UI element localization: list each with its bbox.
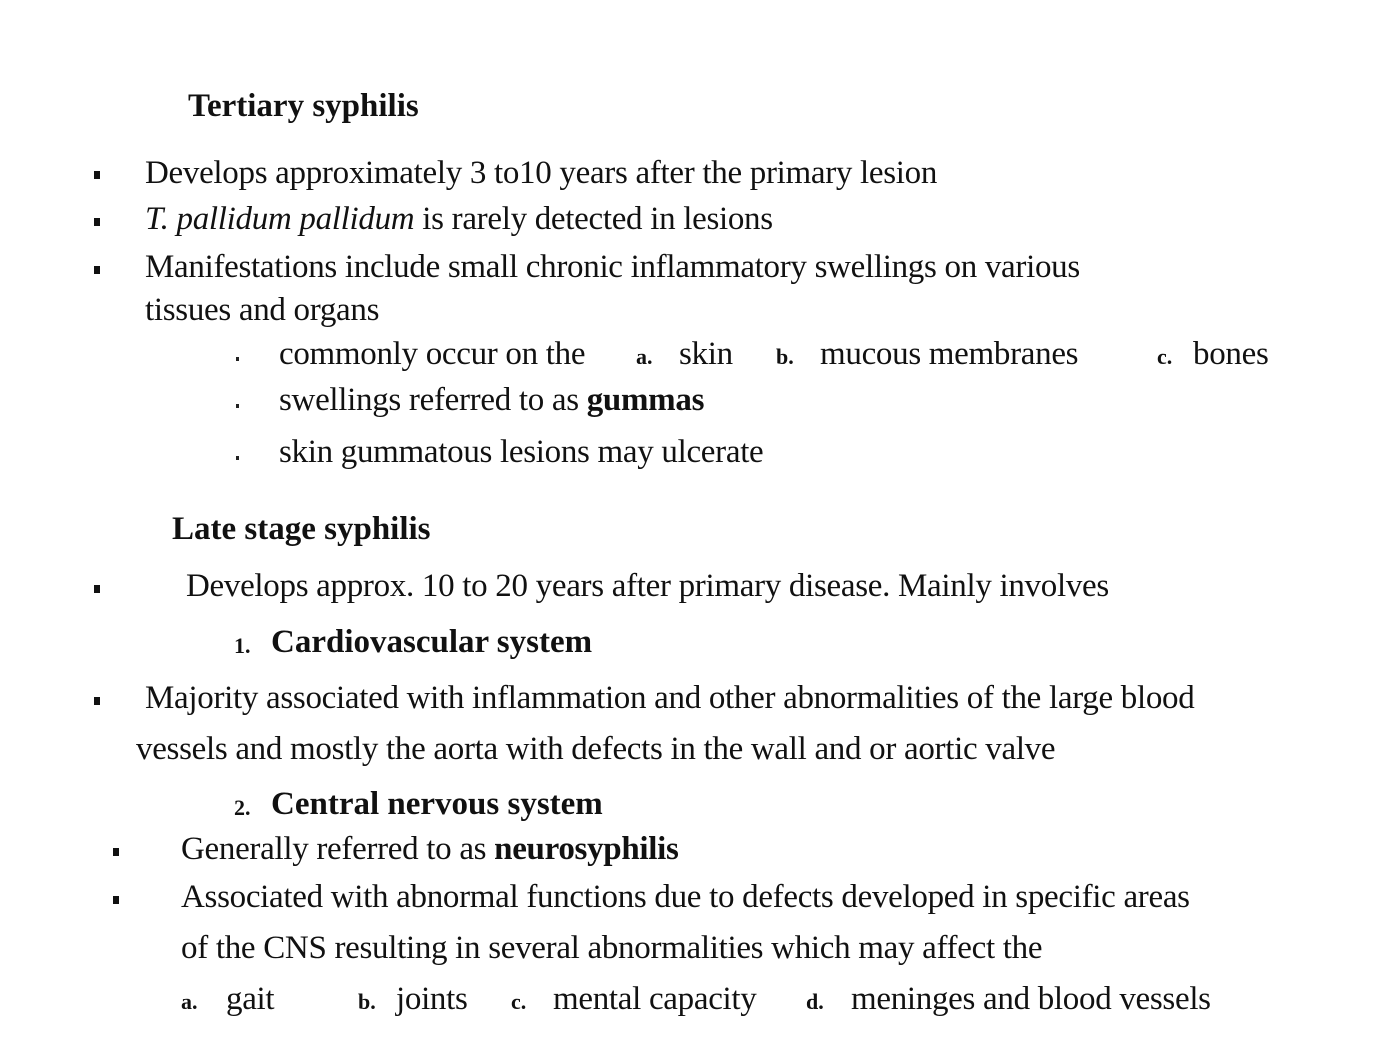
cardio-desc-line1: Majority associated with inflammation and other abnormalities of the large blood [145, 680, 1195, 716]
cns-label-d: d. [806, 989, 824, 1014]
cardio-title: Cardiovascular system [271, 624, 593, 660]
tertiary-bullet-manifestations-line1: Manifestations include small chronic inflammatory swellings on various [145, 249, 1080, 285]
bullet-icon [94, 218, 100, 226]
sub-bullet-icon [236, 357, 239, 361]
neuro-prefix: Generally referred to as [181, 831, 495, 867]
site-label-c: c. [1157, 344, 1173, 369]
bullet-icon [94, 266, 100, 274]
cns-label-b: b. [358, 989, 376, 1014]
cns-neurosyphilis [181, 829, 679, 869]
cns-assoc-line2: of the CNS resulting in several abnormalities which may affect the [181, 930, 1043, 966]
cns-number: 2. [234, 795, 251, 820]
site-label-a: a. [636, 344, 653, 369]
sub-bullet-ulcerate: skin gummatous lesions may ulcerate [279, 434, 764, 470]
bullet-icon [94, 697, 100, 705]
heading-tertiary-syphilis: Tertiary syphilis [188, 88, 419, 124]
bullet-icon [94, 171, 100, 179]
site-label-b: b. [776, 344, 794, 369]
detection-text: is rarely detected in lesions [414, 201, 773, 237]
site-skin: skin [679, 336, 733, 372]
gummas-term: gummas [586, 382, 705, 418]
cns-label-a: a. [181, 989, 198, 1014]
sub-bullet-occur: commonly occur on the [279, 336, 586, 372]
neuro-term: neurosyphilis [494, 831, 679, 867]
cardio-desc-line2: vessels and mostly the aorta with defects in the wall and or aortic valve [136, 731, 1056, 767]
bullet-icon [94, 585, 100, 593]
cns-item-gait: gait [226, 981, 275, 1017]
cns-assoc-line1: Associated with abnormal functions due to defects developed in specific areas [181, 879, 1190, 915]
sub-bullet-gummas [279, 380, 704, 420]
bullet-icon [113, 848, 119, 856]
cardio-number: 1. [234, 633, 251, 658]
tertiary-bullet-onset: Develops approximately 3 to10 years after the primary lesion [145, 155, 938, 191]
sub-bullet-icon [236, 404, 239, 408]
site-bones: bones [1193, 336, 1269, 372]
gummas-prefix: swellings referred to as [279, 382, 587, 418]
cns-item-mental-capacity: mental capacity [553, 981, 757, 1017]
heading-late-stage-syphilis: Late stage syphilis [172, 511, 431, 547]
organism-name: T. pallidum pallidum [145, 201, 415, 237]
cns-label-c: c. [511, 989, 527, 1014]
sub-bullet-icon [236, 456, 239, 460]
tertiary-bullet-manifestations-line2: tissues and organs [145, 292, 380, 328]
cns-title: Central nervous system [271, 786, 603, 822]
cns-item-joints: joints [396, 981, 468, 1017]
site-mucous-membranes: mucous membranes [820, 336, 1079, 372]
tertiary-bullet-detection [145, 199, 773, 239]
cns-item-meninges: meninges and blood vessels [851, 981, 1211, 1017]
bullet-icon [113, 896, 119, 904]
late-intro: Develops approx. 10 to 20 years after primary disease. Mainly involves [186, 568, 1109, 604]
